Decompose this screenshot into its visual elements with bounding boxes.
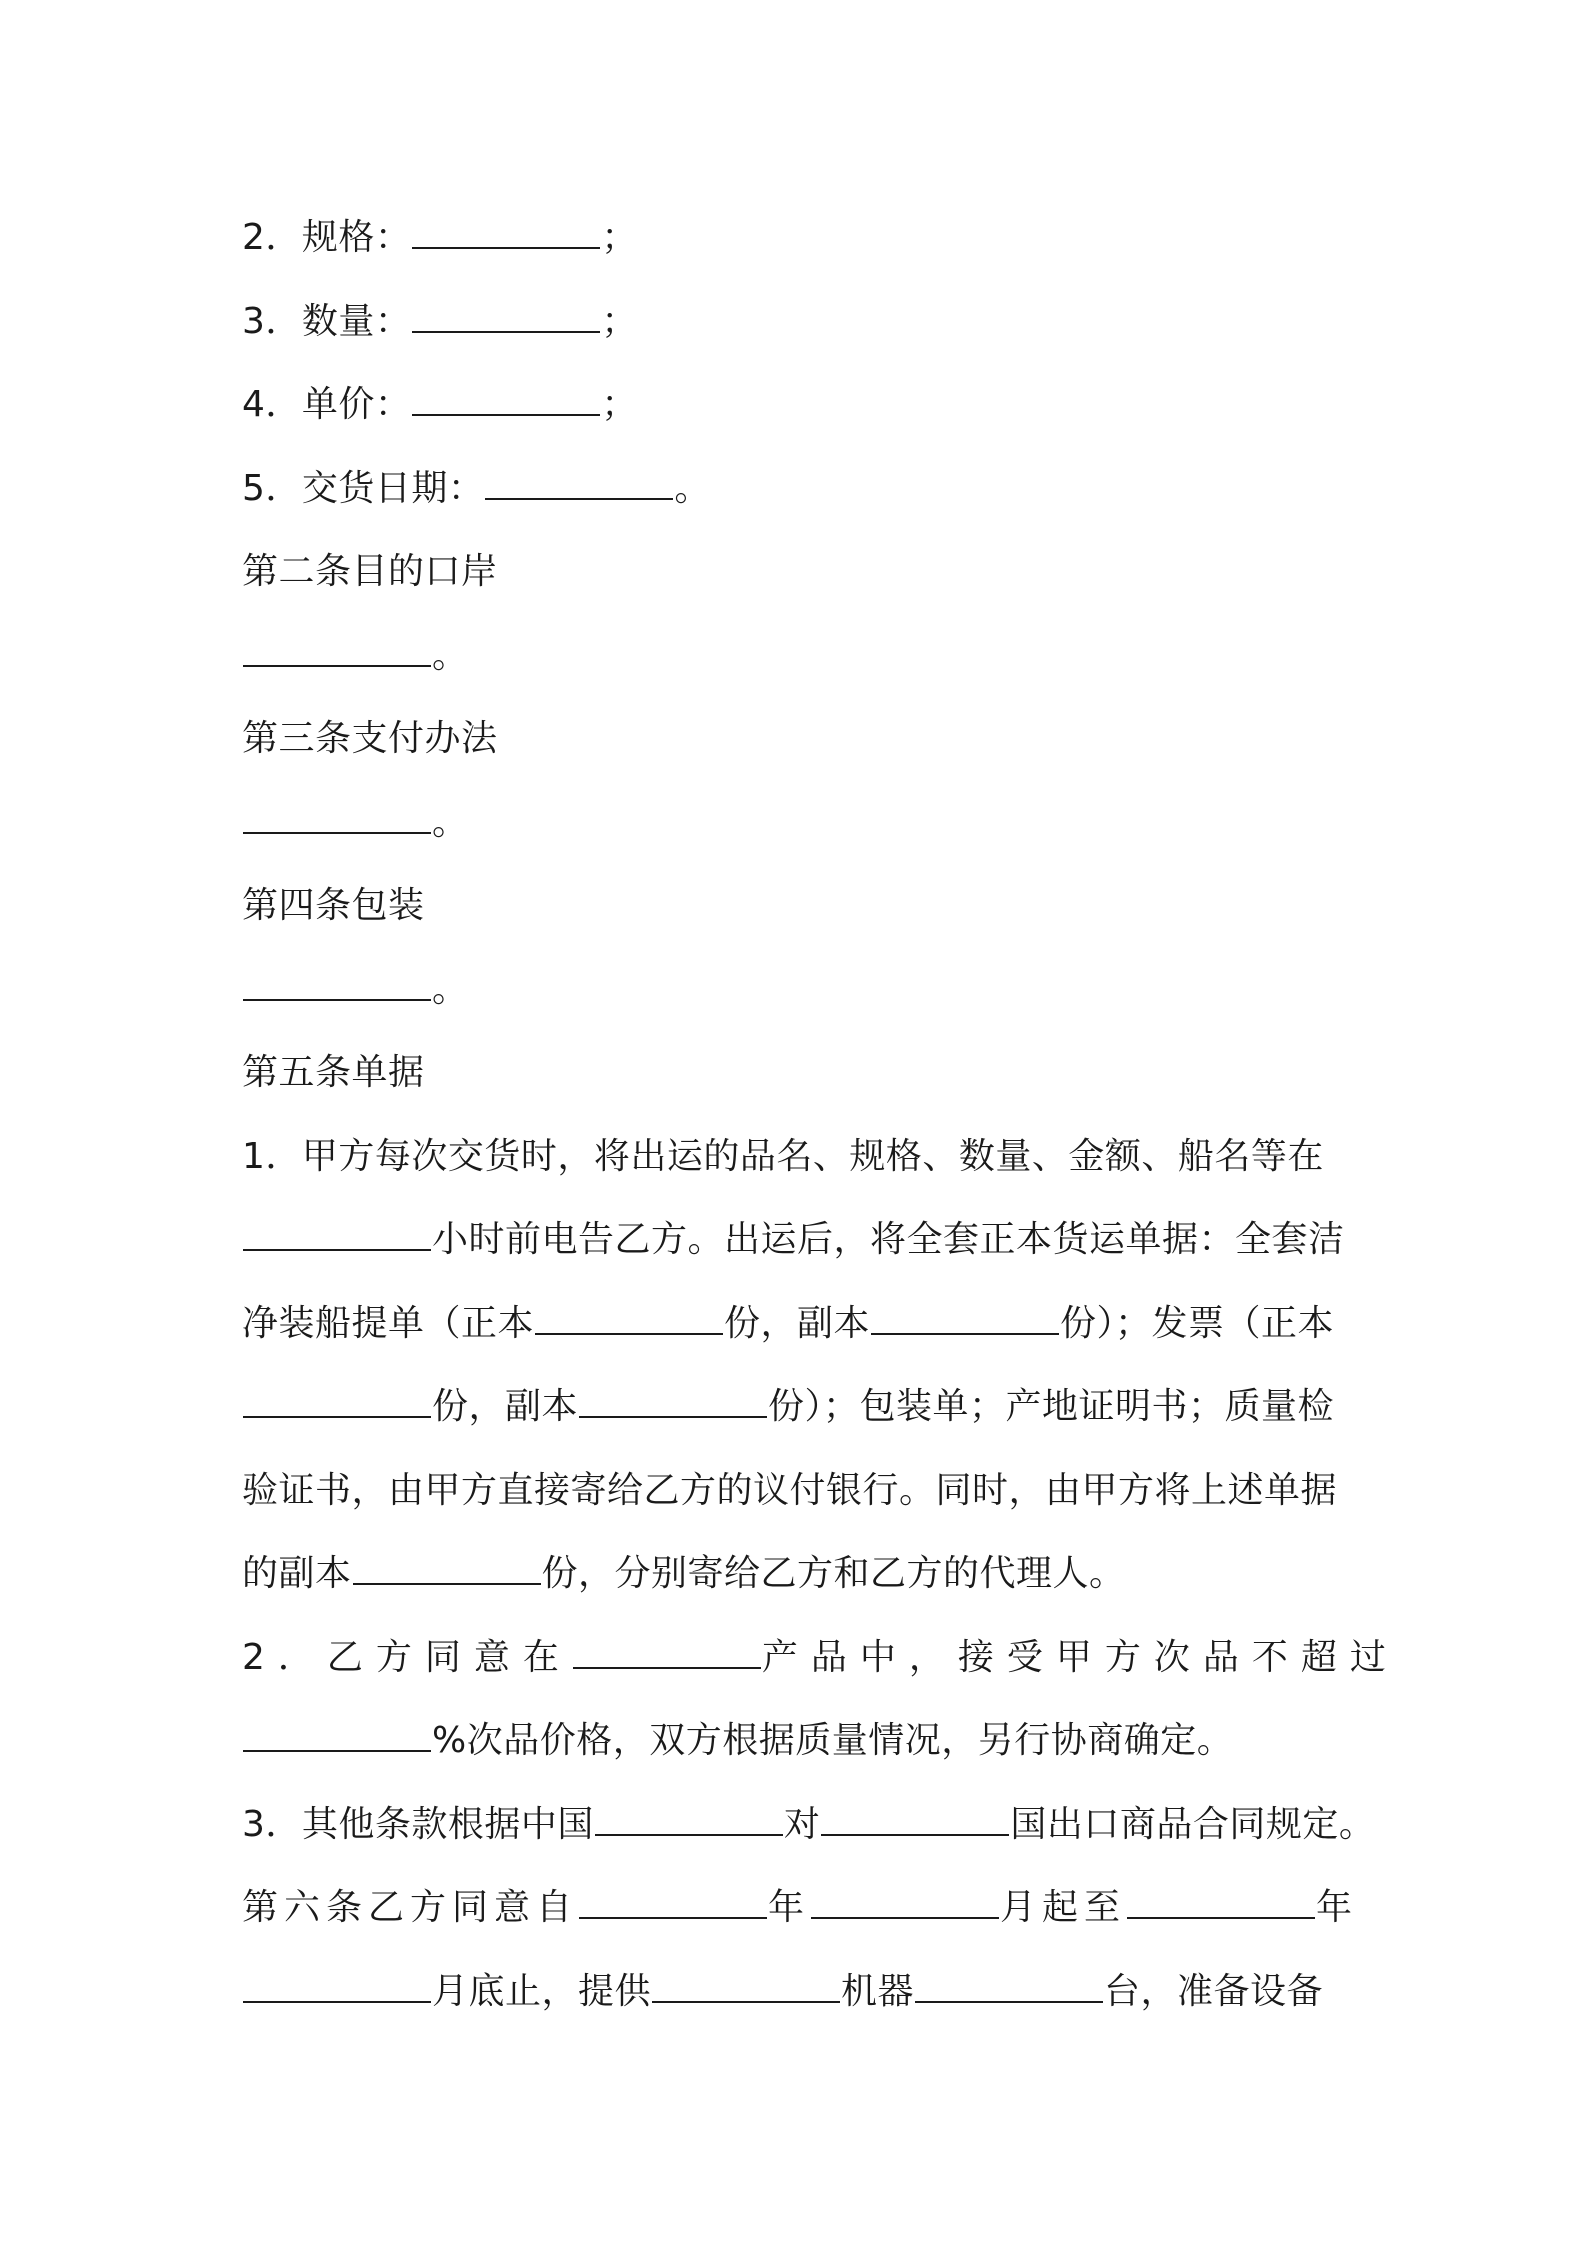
fill-in-blank [821, 1804, 1009, 1836]
fill-in-blank [243, 1219, 431, 1251]
fill-in-blank [243, 802, 431, 834]
line-text: 年 [768, 1887, 811, 1928]
fill-in-blank [652, 1971, 840, 2003]
line-text: 份，副本 [432, 1386, 579, 1427]
text-line [242, 781, 1357, 865]
text-line [242, 196, 1357, 280]
fill-in-blank [353, 1553, 541, 1585]
line-text: 2．乙方同意在 [242, 1636, 572, 1678]
text-line [242, 1950, 1357, 2034]
fill-in-blank [871, 1303, 1059, 1335]
text-line [242, 1365, 1357, 1449]
line-text: ； [601, 217, 638, 258]
line-text: 。 [432, 801, 469, 843]
line-text: 5．交货日期： [242, 467, 485, 509]
fill-in-blank [579, 1887, 767, 1919]
fill-in-blank [412, 301, 600, 333]
line-text: 份）；包装单；产地证明书；质量检 [768, 1386, 1335, 1427]
text-line [242, 530, 1357, 614]
line-text: 对 [783, 1803, 821, 1845]
text-line [242, 1282, 1357, 1366]
line-text: 份）；发票（正本 [1060, 1302, 1335, 1344]
line-text: 净装船提单（正本 [242, 1302, 535, 1344]
line-text: 月底止，提供 [432, 1970, 652, 2012]
line-text: ； [601, 384, 638, 425]
contract-text [242, 196, 1399, 2033]
line-text: 小时前电告乙方。出运后，将全套正本货运单据：全套洁 [432, 1219, 1345, 1260]
line-text: 第五条单据 [242, 1052, 425, 1093]
text-line [242, 1616, 1399, 1700]
line-text: 台，准备设备 [1104, 1970, 1324, 2012]
line-text: 月起至 [1000, 1887, 1127, 1928]
text-line [242, 280, 1357, 364]
line-text: 国出口商品合同规定。 [1010, 1803, 1376, 1845]
line-text: 机器 [841, 1970, 915, 2012]
line-text: 3．数量： [242, 300, 412, 342]
text-line [242, 1866, 1357, 1950]
fill-in-blank [412, 217, 600, 249]
text-line [242, 1031, 1357, 1115]
fill-in-blank [1127, 1887, 1315, 1919]
fill-in-blank [243, 1386, 431, 1418]
line-text: 1．甲方每次交货时，将出运的品名、规格、数量、金额、船名等在 [242, 1135, 1324, 1177]
line-text: 份，副本 [724, 1302, 871, 1344]
text-line [242, 697, 1357, 781]
text-line [242, 948, 1357, 1032]
text-line [242, 447, 1357, 531]
line-text: ； [601, 300, 638, 342]
fill-in-blank [412, 384, 600, 416]
fill-in-blank [243, 1971, 431, 2003]
fill-in-blank [485, 468, 673, 500]
text-line [242, 1198, 1357, 1282]
text-line [242, 1449, 1357, 1533]
fill-in-blank [535, 1303, 723, 1335]
fill-in-blank [573, 1637, 761, 1669]
text-line [242, 1115, 1357, 1199]
text-line [242, 864, 1357, 948]
line-text: 第二条目的口岸 [242, 551, 498, 592]
text-line [242, 363, 1357, 447]
line-text: 。 [674, 467, 711, 509]
line-text: 2．规格： [242, 217, 412, 258]
fill-in-blank [243, 969, 431, 1001]
line-text: 验证书，由甲方直接寄给乙方的议付银行。同时，由甲方将上述单据 [242, 1469, 1338, 1511]
fill-in-blank [579, 1386, 767, 1418]
fill-in-blank [243, 635, 431, 667]
line-text: 份，分别寄给乙方和乙方的代理人。 [541, 1553, 1126, 1594]
line-text: %次品价格，双方根据质量情况，另行协商确定。 [432, 1720, 1234, 1761]
line-text: 。 [432, 968, 469, 1010]
fill-in-blank [915, 1971, 1103, 2003]
text-line [242, 1699, 1357, 1783]
line-text: 。 [432, 634, 469, 676]
line-text: 第三条支付办法 [242, 718, 498, 759]
line-text: 3．其他条款根据中国 [242, 1803, 594, 1845]
line-text: 的副本 [242, 1553, 352, 1594]
line-text: 年 [1316, 1887, 1359, 1928]
fill-in-blank [811, 1887, 999, 1919]
fill-in-blank [595, 1804, 783, 1836]
fill-in-blank [243, 1720, 431, 1752]
text-line [242, 1783, 1376, 1867]
line-text: 第六条乙方同意自 [242, 1887, 579, 1928]
text-line [242, 614, 1357, 698]
line-text: 产品中，接受甲方次品不超过 [761, 1636, 1399, 1678]
line-text: 第四条包装 [242, 885, 425, 926]
text-line [242, 1532, 1357, 1616]
line-text: 4．单价： [242, 384, 412, 425]
